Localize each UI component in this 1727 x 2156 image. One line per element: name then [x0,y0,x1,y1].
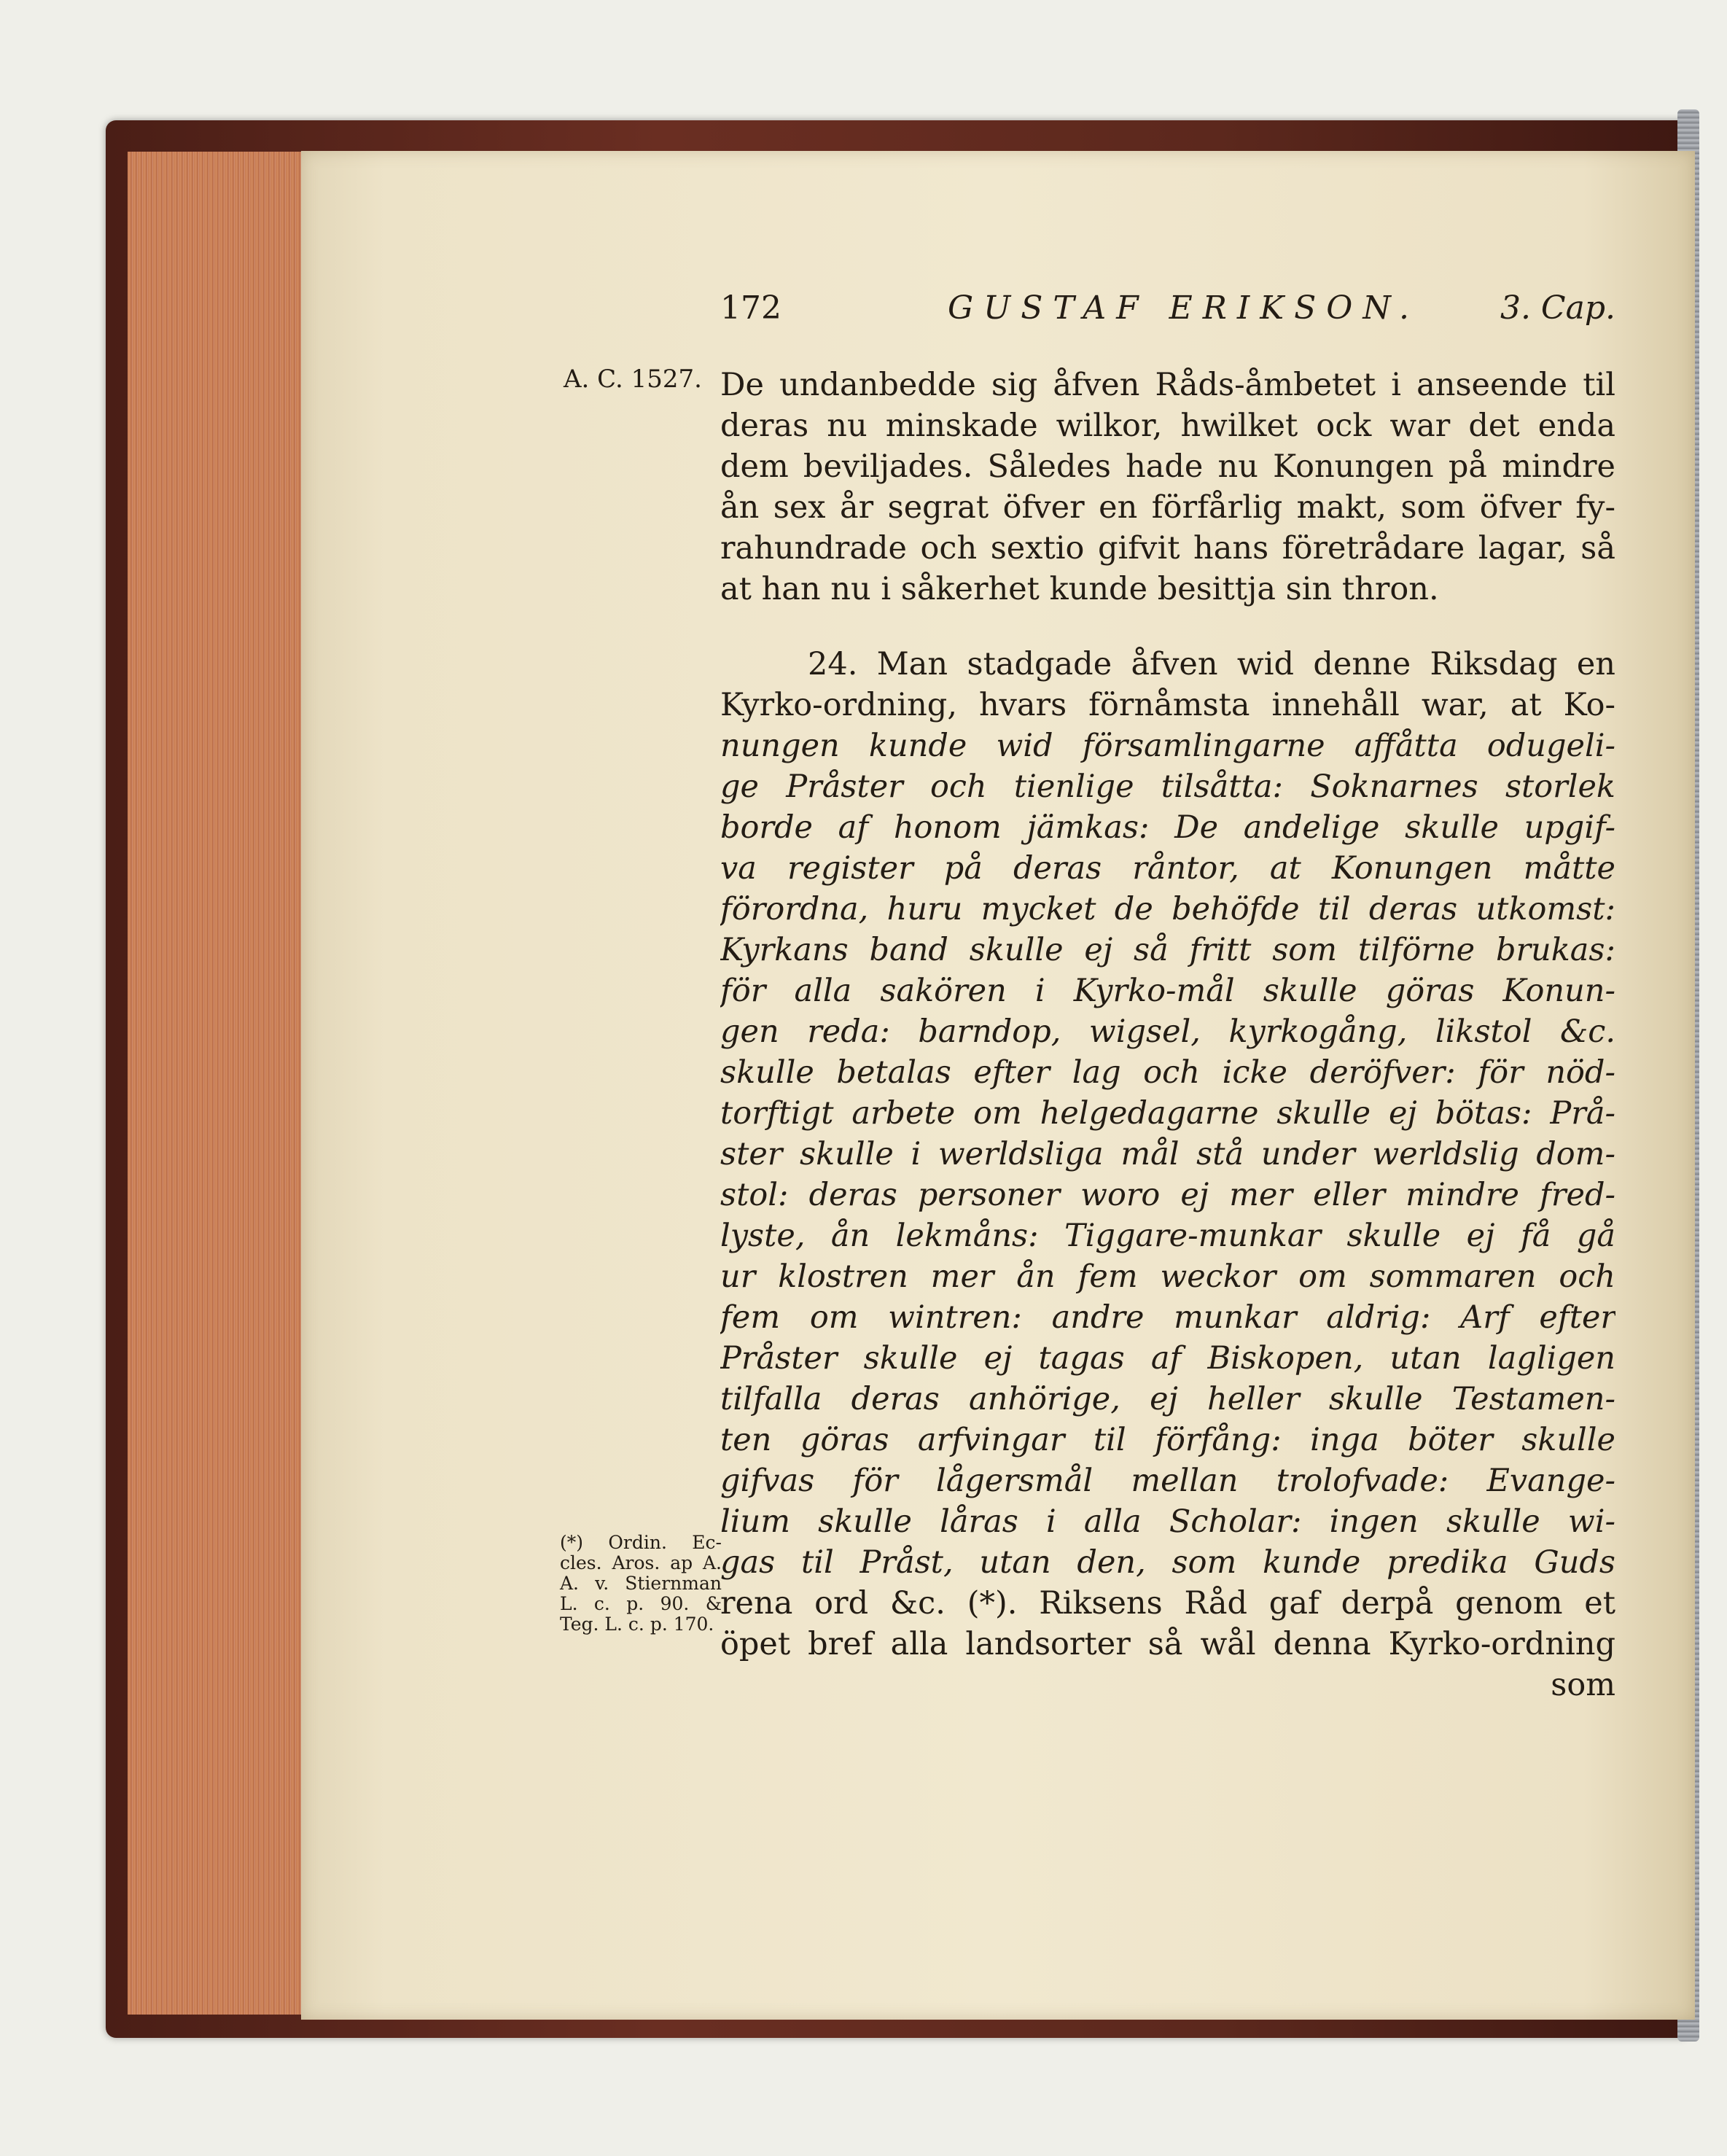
text-line: torftigt arbete om helgedagarne skulle ej bötas: Prå- [720,1095,1615,1132]
catchword-line [720,1665,1615,1705]
text-line: borde af honom jämkas: De andelige skulle upgif- [720,809,1615,846]
catchword: som [1551,1667,1615,1703]
text-line: at han nu i såkerhet kunde besittja sin thron. [720,571,1439,607]
text-line: rahundrade och sextio gifvit hans företrådare lagar, så [720,530,1615,567]
page-number: 172 [720,289,781,327]
text-line: 24. Man stadgade åfven wid denne Riksdag en [808,646,1615,682]
text-line: ån sex år segrat öfver en förfårlig makt, som öfver fy- [720,489,1615,526]
running-header [720,289,1615,333]
text-line: ten göras arfvingar til förfång: inga böter skulle [720,1422,1615,1458]
footnote-line: Teg. L. c. p. 170. [560,1614,714,1635]
text-line: öpet bref alla landsorter så wål denna Kyrko-ordning [720,1626,1615,1662]
text-line: dem beviljades. Således hade nu Konungen på mindre [720,448,1615,485]
footnote [560,1533,722,1635]
text-line: för alla sakören i Kyrko-mål skulle göras Konun- [720,973,1615,1009]
text-line: förordna, huru mycket de behöfde til deras utkomst: [720,891,1615,927]
text-line: deras nu minskade wilkor, hwilket ock war det enda [720,408,1615,444]
text-line: gifvas för lågersmål mellan trolofvade: Evange- [720,1463,1615,1499]
text-line: nungen kunde wid församlingarne affåtta odugeli- [720,728,1615,764]
footnote-line: A. v. Stiernman [560,1573,722,1594]
text-line: ur klostren mer ån fem weckor om sommaren och [720,1258,1615,1295]
text-line: Pråster skulle ej tagas af Biskopen, utan lagligen [720,1340,1615,1377]
page-edges [128,152,308,2015]
text-line: stol: deras personer woro ej mer eller mindre fred- [720,1177,1615,1213]
paragraph-2 [720,644,1615,1665]
text-line: tilfalla deras anhörige, ej heller skulle Testamen- [720,1381,1615,1417]
text-line: va register på deras råntor, at Konungen måtte [720,850,1615,887]
text-line: gas til Pråst, utan den, som kunde predika Guds [720,1544,1615,1581]
footnote-line: cles. Aros. ap A. [560,1552,722,1573]
footnote-line: L. c. p. 90. & [560,1593,722,1614]
text-line: lyste, ån lekmåns: Tiggare-munkar skulle ej få gå [720,1218,1615,1254]
text-line: Kyrkans band skulle ej så fritt som tilförne brukas: [720,932,1615,968]
text-line: fem om wintren: andre munkar aldrig: Arf efter [720,1299,1615,1336]
text-line: De undanbedde sig åfven Råds-åmbetet i anseende til [720,367,1615,403]
text-line: ge Pråster och tienlige tilsåtta: Soknarnes storlek [720,768,1615,805]
text-line: gen reda: barndop, wigsel, kyrkogång, likstol &c. [720,1013,1615,1050]
text-line: skulle betalas efter lag och icke deröfver: för nöd- [720,1054,1615,1091]
text-line: Kyrko-ordning, hvars förnåmsta innehåll war, at Ko- [720,687,1615,723]
chapter-label: 3. Cap. [1500,289,1615,327]
footnote-line: (*) Ordin. Ec- [560,1532,722,1553]
text-line: lium skulle låras i alla Scholar: ingen skulle wi- [720,1503,1615,1540]
text-line: rena ord &c. (*). Riksens Råd gaf derpå genom et [720,1585,1615,1622]
paragraph-1 [720,365,1615,610]
margin-year-note: A. C. 1527. [564,365,702,394]
running-head-title: GUSTAF ERIKSON. [948,289,1419,327]
text-line: ster skulle i werldsliga mål stå under werldslig dom- [720,1136,1615,1172]
